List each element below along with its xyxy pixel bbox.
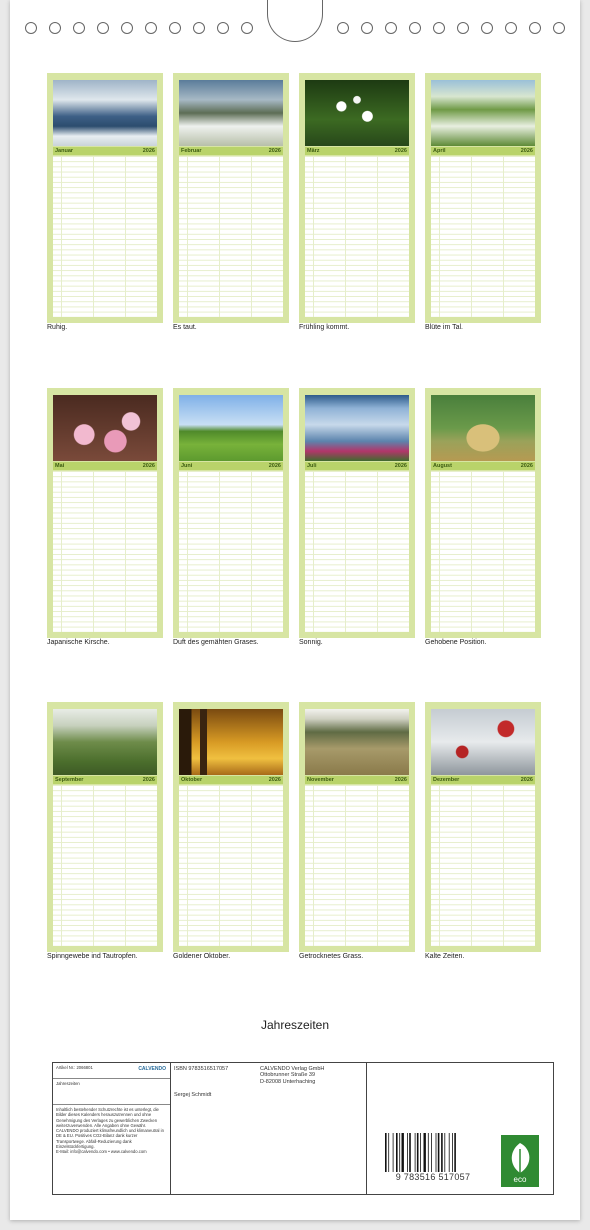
month-caption: Es taut. (173, 324, 197, 331)
isbn-text: ISBN 9783516517057 (174, 1066, 229, 1072)
imprint-box (52, 1062, 554, 1195)
month-name: Februar (181, 148, 202, 154)
product-title: Jahreszeiten (56, 1081, 80, 1086)
month-header (179, 776, 283, 784)
month-year: 2026 (142, 463, 155, 469)
month-year: 2026 (520, 777, 533, 783)
imprint-left-column (53, 1063, 171, 1194)
month-panel-september (47, 702, 163, 952)
hay-bale-photo (431, 395, 535, 461)
publisher-city: D-82008 Unterhaching (260, 1078, 316, 1085)
month-year: 2026 (520, 148, 533, 154)
month-year: 2026 (268, 463, 281, 469)
month-year: 2026 (520, 463, 533, 469)
month-panel-märz (299, 73, 415, 323)
month-panel-april (425, 73, 541, 323)
eco-label: eco (513, 1175, 527, 1184)
month-year: 2026 (394, 148, 407, 154)
month-caption: Kalte Zeiten. (425, 953, 465, 960)
eco-badge (501, 1135, 539, 1187)
month-caption: Japanische Kirsche. (47, 639, 110, 646)
month-caption: Duft des gemähten Grases. (173, 639, 259, 646)
binding-hole (553, 22, 565, 34)
month-caption: Gehobene Position. (425, 639, 487, 646)
day-grid (431, 471, 535, 632)
month-panel-november (299, 702, 415, 952)
month-name: September (55, 777, 84, 783)
calvendo-logo: CALVENDO (138, 1066, 166, 1072)
binding-hole (49, 22, 61, 34)
month-panel-dezember (425, 702, 541, 952)
month-name: März (307, 148, 320, 154)
publisher-address (257, 1063, 367, 1194)
notice-text: Inhaltlich bestehender Schutzrechte ist es unterlegt, die Bilder dieses Kalenders herauszutrennen und ohne Genehmigung des Verlages zu gewerblichen Zwecken weiterzuverwenden. Alle Angaben ohne Gewähr. CALVENDO produziert klimafreundlich und klimaneutral in DE & EU. Positives CO2-Bilanz dank kurzer Transportwege. Abfall-Reduzierung dank Einzelstückfertigung. (56, 1107, 164, 1149)
month-header (431, 147, 535, 155)
day-grid (431, 156, 535, 317)
binding-hole (121, 22, 133, 34)
month-name: August (433, 463, 452, 469)
binding-hole (145, 22, 157, 34)
blossom-valley-photo (431, 80, 535, 146)
day-grid (53, 785, 157, 946)
month-caption: Sonnig. (299, 639, 323, 646)
binding-hole (169, 22, 181, 34)
month-panel-august (425, 388, 541, 638)
month-year: 2026 (268, 777, 281, 783)
month-caption: Goldener Oktober. (173, 953, 231, 960)
month-panel-oktober (173, 702, 289, 952)
binding-hole (433, 22, 445, 34)
publisher-name: CALVENDO Verlag GmbH (260, 1066, 325, 1072)
barcode-digits: 9 783516 517057 (383, 1172, 483, 1182)
month-panel-mai (47, 388, 163, 638)
contact-text: E-Mail: info@calvendo.com • www.calvendo.com (56, 1149, 147, 1154)
month-name: Dezember (433, 777, 460, 783)
month-panel-juli (299, 388, 415, 638)
binding-hole (361, 22, 373, 34)
day-grid (53, 156, 157, 317)
calendar-title: Jahreszeiten (260, 1018, 330, 1032)
month-year: 2026 (142, 777, 155, 783)
sunny-water-photo (305, 395, 409, 461)
binding-hole (217, 22, 229, 34)
day-grid (305, 156, 409, 317)
month-panel-januar (47, 73, 163, 323)
month-name: April (433, 148, 446, 154)
month-name: Oktober (181, 777, 203, 783)
calendar-sheet (10, 0, 580, 1220)
binding-hole (97, 22, 109, 34)
binding-hole (25, 22, 37, 34)
publisher-street: Ottobrunner Straße 39 (260, 1072, 316, 1079)
dry-grass-photo (305, 709, 409, 775)
day-grid (305, 785, 409, 946)
month-panel-juni (173, 388, 289, 638)
month-name: Mai (55, 463, 65, 469)
binding-hole (409, 22, 421, 34)
binding-hole (73, 22, 85, 34)
month-year: 2026 (394, 777, 407, 783)
month-year: 2026 (142, 148, 155, 154)
day-grid (305, 471, 409, 632)
mown-meadow-photo (179, 395, 283, 461)
binding-hole (457, 22, 469, 34)
month-name: Juni (181, 463, 193, 469)
day-grid (179, 156, 283, 317)
month-header (53, 776, 157, 784)
legal-notice (53, 1105, 170, 1156)
month-header (53, 462, 157, 470)
month-name: Januar (55, 148, 74, 154)
month-name: November (307, 777, 334, 783)
binding-hole (505, 22, 517, 34)
day-grid (179, 785, 283, 946)
month-panel-februar (173, 73, 289, 323)
author-name: Sergej Schmidt (174, 1092, 212, 1098)
frozen-lake-photo (53, 80, 157, 146)
month-caption: Frühling kommt. (299, 324, 350, 331)
frosted-apples-photo (431, 709, 535, 775)
day-grid (179, 471, 283, 632)
thawing-lake-photo (179, 80, 283, 146)
month-header (305, 147, 409, 155)
wood-anemone-photo (305, 80, 409, 146)
product-title-row (53, 1079, 170, 1105)
binding-hole (193, 22, 205, 34)
month-header (179, 462, 283, 470)
month-year: 2026 (394, 463, 407, 469)
month-header (53, 147, 157, 155)
month-header (305, 462, 409, 470)
binding-hole (385, 22, 397, 34)
barcode-bars (383, 1133, 483, 1173)
cherry-blossom-photo (53, 395, 157, 461)
month-header (179, 147, 283, 155)
binding-hole (529, 22, 541, 34)
dewy-grass-photo (53, 709, 157, 775)
binding-hole (337, 22, 349, 34)
article-number: Artikel Nr.: 2066801 (56, 1065, 93, 1070)
month-year: 2026 (268, 148, 281, 154)
month-caption: Ruhig. (47, 324, 68, 331)
month-name: Juli (307, 463, 317, 469)
binding-hole (241, 22, 253, 34)
month-header (431, 462, 535, 470)
barcode (383, 1133, 483, 1181)
month-header (431, 776, 535, 784)
day-grid (431, 785, 535, 946)
month-caption: Getrocknetes Grass. (299, 953, 364, 960)
month-header (305, 776, 409, 784)
binding-hole (481, 22, 493, 34)
golden-forest-photo (179, 709, 283, 775)
article-row (53, 1063, 170, 1079)
month-caption: Blüte im Tal. (425, 324, 463, 331)
month-caption: Spinngewebe ind Tautropfen. (47, 953, 138, 960)
imprint-isbn-column (171, 1063, 257, 1194)
day-grid (53, 471, 157, 632)
